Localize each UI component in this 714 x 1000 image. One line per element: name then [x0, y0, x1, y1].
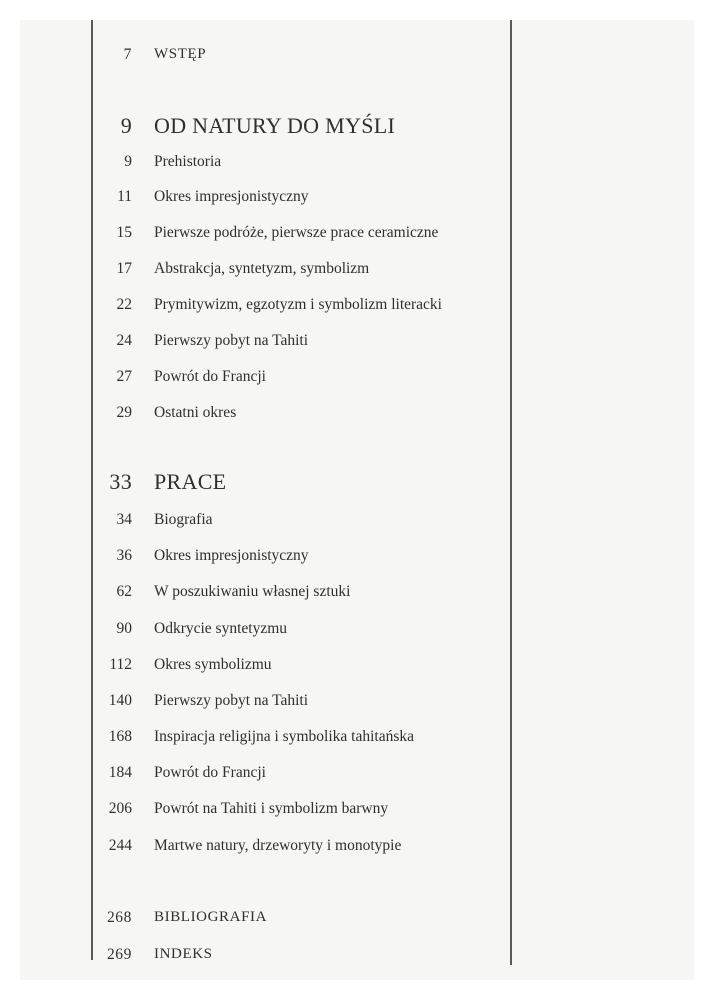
- entry-title: Prymitywizm, egzotyzm i symbolizm literacki: [154, 296, 442, 313]
- page-number: 9: [120, 113, 132, 138]
- entry-title: Biografia: [154, 511, 213, 528]
- page-number: 36: [116, 547, 132, 564]
- section-title: PRACE: [154, 469, 227, 494]
- page-number: 62: [116, 583, 132, 600]
- left-rule: [91, 20, 93, 960]
- page-number: 34: [116, 511, 132, 528]
- page-number: 22: [116, 296, 132, 313]
- page-number: 206: [108, 800, 132, 817]
- entry-title: Pierwszy pobyt na Tahiti: [154, 332, 309, 349]
- entry-title: INDEKS: [154, 946, 213, 962]
- page-number: 184: [108, 764, 132, 781]
- entry-title: Okres impresjonistyczny: [154, 547, 309, 564]
- entry-title: W poszukiwaniu własnej sztuki: [154, 583, 351, 600]
- page-number: 112: [109, 656, 132, 673]
- page-number: 15: [116, 224, 132, 241]
- page-number: 9: [124, 153, 132, 170]
- page-number: 17: [116, 260, 132, 277]
- section-title: OD NATURY DO MYŚLI: [154, 113, 396, 138]
- page-number: 7: [123, 46, 132, 63]
- entry-title: Prehistoria: [154, 153, 222, 170]
- page-number: 244: [108, 837, 132, 854]
- page-number: 33: [109, 469, 132, 494]
- entry-title: Ostatni okres: [154, 404, 237, 421]
- page-number: 24: [116, 332, 132, 349]
- page-number: 90: [116, 620, 132, 637]
- page-number: 11: [117, 188, 132, 205]
- entry-title: Inspiracja religijna i symbolika tahitańska: [154, 728, 414, 745]
- entry-title: Pierwsze podróże, pierwsze prace ceramiczne: [154, 224, 439, 241]
- page-number: 140: [108, 692, 132, 709]
- page-number: 27: [116, 368, 132, 385]
- page-number: 269: [106, 946, 132, 963]
- entry-title: Powrót na Tahiti i symbolizm barwny: [154, 800, 389, 817]
- page-number: 168: [108, 728, 132, 745]
- entry-title: Powrót do Francji: [154, 764, 266, 781]
- entry-title: Odkrycie syntetyzmu: [154, 620, 288, 637]
- entry-title: Okres impresjonistyczny: [154, 188, 309, 205]
- page-number: 268: [106, 909, 132, 926]
- entry-title: Pierwszy pobyt na Tahiti: [154, 692, 309, 709]
- entry-title: WSTĘP: [154, 46, 207, 62]
- page-number: 29: [116, 404, 132, 421]
- toc-page: [20, 20, 694, 980]
- entry-title: BIBLIOGRAFIA: [154, 909, 268, 925]
- entry-title: Martwe natury, drzeworyty i monotypie: [154, 837, 402, 854]
- entry-title: Okres symbolizmu: [154, 656, 272, 673]
- entry-title: Abstrakcja, syntetyzm, symbolizm: [154, 260, 370, 277]
- right-rule: [510, 20, 512, 965]
- entry-title: Powrót do Francji: [154, 368, 266, 385]
